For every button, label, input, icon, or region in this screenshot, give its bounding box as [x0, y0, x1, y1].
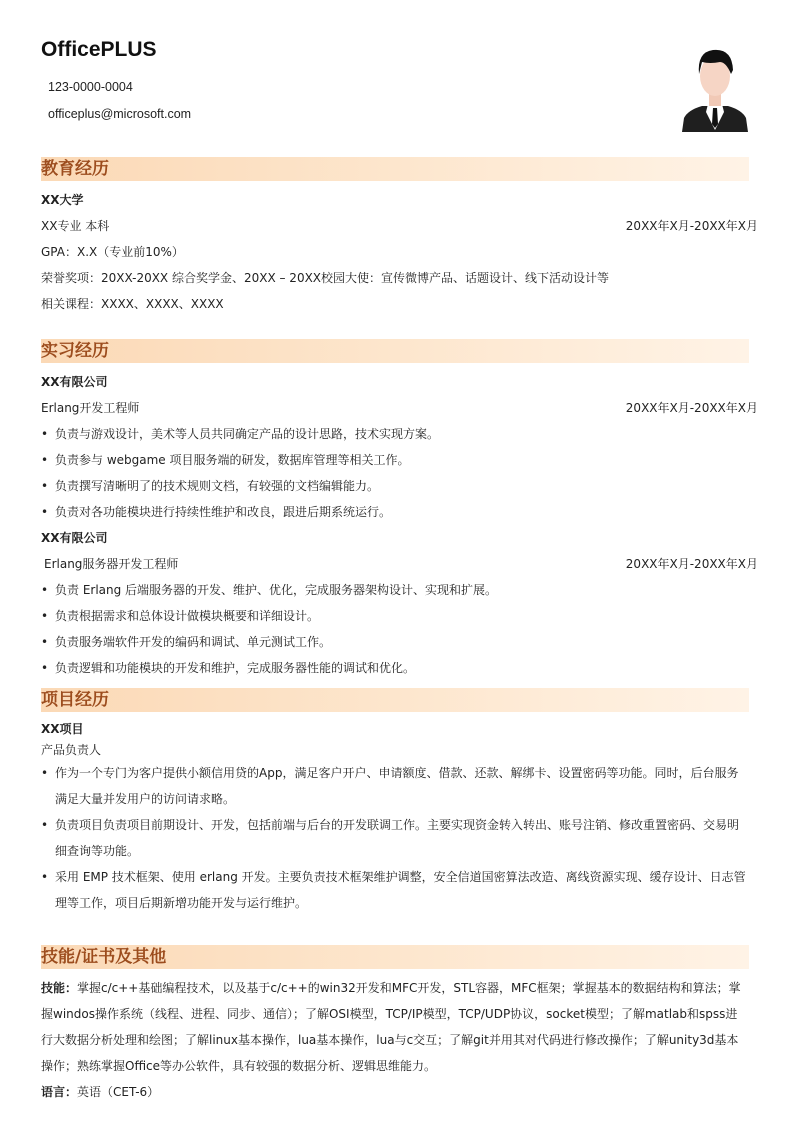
project-role: 产品负责人	[41, 743, 102, 757]
avatar-photo	[680, 40, 750, 132]
job-role-row	[41, 395, 758, 421]
job-date: 20XX年X月-20XX年X月	[625, 557, 758, 571]
education-major: XX专业 本科	[41, 219, 110, 233]
language-paragraph	[41, 1079, 749, 1105]
list-item: • 负责撰写清晰明了的技术规则文档，有较强的文档编辑能力。	[41, 473, 749, 499]
job-role: Erlang开发工程师	[41, 401, 140, 415]
internship-heading: 实习经历	[41, 339, 749, 363]
job-date: 20XX年X月-20XX年X月	[625, 401, 758, 415]
education-courses: 相关课程：XXXX、XXXX、XXXX	[41, 297, 224, 311]
skills-text: 掌握c/c++基础编程技术，以及基于c/c++的win32开发和MFC开发，STL容器，MFC框架；掌握基本的数据结构和算法；掌握windos操作系统（线程、进程、同步、通信）；了解OSI模型，TCP/IP模型，TCP/UDP协议，socket模型；了解matlab和spss进行大数据分析处理和绘图；了解linux基本操作，lua基本操作，lua与c交互；了解git并用其对代码进行修改操作；了解unity3d基本操作；熟练掌握Office等办公软件，具有较强的数据分析、逻辑思维能力。	[41, 981, 741, 1073]
project-heading: 项目经历	[41, 688, 749, 712]
skills-section	[41, 945, 749, 1105]
education-section	[41, 157, 758, 317]
education-gpa: GPA：X.X（专业前10%）	[41, 245, 184, 259]
internship-section	[41, 339, 758, 681]
school-name: XX大学	[41, 193, 84, 207]
project-name: XX项目	[41, 722, 84, 736]
list-item: • 负责项目负责项目前期设计、开发，包括前端与后台的开发联调工作。主要实现资金转入转出、账号注销、修改重置密码、交易明细查询等功能。	[41, 812, 749, 864]
list-item: • 负责根据需求和总体设计做模块概要和详细设计。	[41, 603, 749, 629]
list-item: • 负责 Erlang 后端服务器的开发、维护、优化，完成服务器架构设计、实现和扩展。	[41, 577, 749, 603]
project-section	[41, 688, 749, 916]
job-role: Erlang服务器开发工程师	[44, 557, 179, 571]
job-company: XX有限公司	[41, 375, 108, 389]
list-item: • 作为一个专门为客户提供小额信用贷的App，满足客户开户、申请额度、借款、还款、解绑卡、设置密码等功能。同时，后台服务满足大量并发用户的访问请求略。	[41, 760, 749, 812]
education-major-row	[41, 213, 758, 239]
list-item: • 负责与游戏设计，美术等人员共同确定产品的设计思路，技术实现方案。	[41, 421, 749, 447]
language-label: 语言：	[41, 1085, 78, 1099]
skills-label: 技能：	[41, 981, 78, 995]
job-company: XX有限公司	[41, 531, 108, 545]
phone-number: 123-0000-0004	[48, 80, 133, 94]
list-item: • 负责参与 webgame 项目服务端的研发，数据库管理等相关工作。	[41, 447, 749, 473]
education-honors: 荣誉奖项：20XX-20XX 综合奖学金、20XX – 20XX校园大使：宣传微博产品、话题设计、线下活动设计等	[41, 271, 610, 285]
list-item: • 负责对各功能模块进行持续性维护和改良，跟进后期系统运行。	[41, 499, 749, 525]
email-address: officeplus@microsoft.com	[48, 107, 192, 121]
candidate-name: OfficePLUS	[41, 38, 157, 61]
education-date: 20XX年X月-20XX年X月	[625, 219, 758, 233]
list-item: • 负责服务端软件开发的编码和调试、单元测试工作。	[41, 629, 749, 655]
language-text: 英语（CET-6）	[77, 1085, 160, 1099]
skills-paragraph	[41, 975, 749, 1079]
list-item: • 采用 EMP 技术框架、使用 erlang 开发。主要负责技术框架维护调整，安全信道国密算法改造、离线资源实现、缓存设计、日志管理等工作，项目后期新增功能开发与运行维护。	[41, 864, 749, 916]
list-item: • 负责逻辑和功能模块的开发和维护，完成服务器性能的调试和优化。	[41, 655, 749, 681]
education-heading: 教育经历	[41, 157, 749, 181]
skills-heading: 技能/证书及其他	[41, 945, 749, 969]
job-role-row	[41, 551, 758, 577]
